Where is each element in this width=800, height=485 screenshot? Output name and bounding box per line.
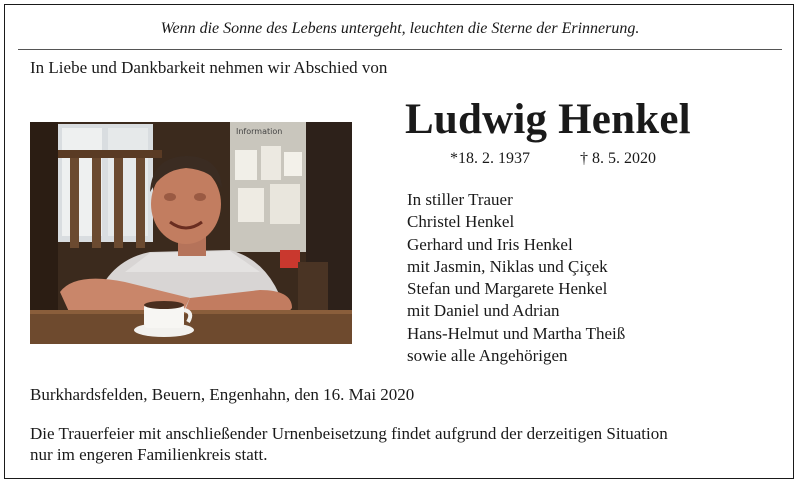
death-date: † 8. 5. 2020 bbox=[580, 150, 656, 167]
motto-line: Wenn die Sonne des Lebens untergeht, leuchten die Sterne der Erinnerung. bbox=[160, 20, 640, 37]
service-line: nur im engeren Familienkreis statt. bbox=[30, 445, 268, 464]
intro-text: In Liebe und Dankbarkeit nehmen wir Abschied von bbox=[30, 58, 388, 77]
mourners-list bbox=[407, 189, 625, 367]
mourners-heading: In stiller Trauer bbox=[407, 190, 513, 209]
mourner-entry: Christel Henkel bbox=[407, 212, 515, 232]
place-date-line: Burkhardsfelden, Beuern, Engenhahn, den 16. Mai 2020 bbox=[30, 385, 415, 404]
mourner-entry: mit Jasmin, Niklas und Çiçek bbox=[407, 256, 608, 276]
mourner-entry: mit Daniel und Adrian bbox=[407, 301, 560, 321]
service-line: Die Trauerfeier mit anschließender Urnenbeisetzung findet aufgrund der derzeitigen Situation bbox=[30, 424, 668, 443]
mourner-entry: Hans-Helmut und Martha Theiß bbox=[407, 323, 626, 343]
mourner-entry: sowie alle Angehörigen bbox=[407, 346, 568, 366]
info-sign-text: Information bbox=[236, 127, 283, 136]
service-notice bbox=[30, 423, 780, 465]
birth-date: *18. 2. 1937 bbox=[450, 150, 530, 167]
mourner-entry: Stefan und Margarete Henkel bbox=[407, 279, 608, 299]
deceased-name: Ludwig Henkel bbox=[405, 96, 691, 143]
mourner-entry: Gerhard und Iris Henkel bbox=[407, 234, 573, 254]
motto-divider bbox=[18, 49, 782, 50]
portrait-photo bbox=[30, 122, 352, 344]
